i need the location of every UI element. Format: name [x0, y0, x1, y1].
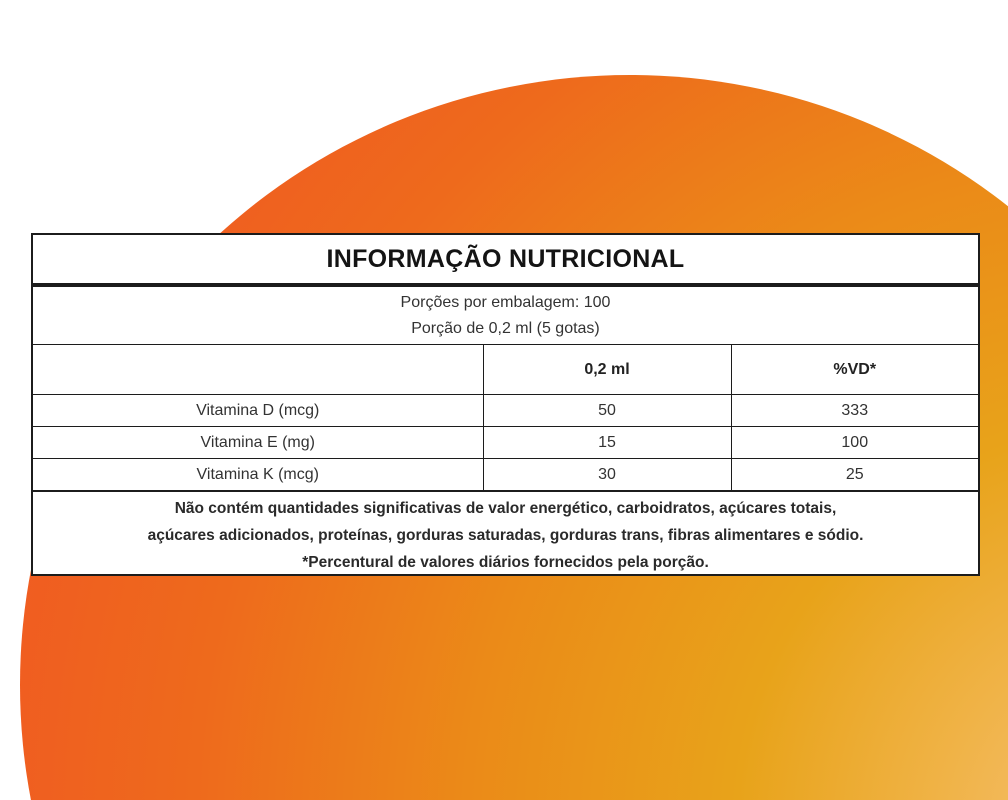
serving-size: Porção de 0,2 ml (5 gotas): [411, 319, 600, 337]
header-daily-value: %VD*: [731, 345, 978, 395]
nutrient-name: Vitamina K (mcg): [33, 459, 483, 491]
nutrient-amount: 50: [483, 395, 731, 427]
nutrient-amount: 30: [483, 459, 731, 491]
nutrient-name: Vitamina D (mcg): [33, 395, 483, 427]
table-row: [33, 395, 978, 427]
serving-info: [33, 287, 978, 345]
nutrient-amount: 15: [483, 427, 731, 459]
nutrient-daily-value: 100: [731, 427, 978, 459]
nutrient-daily-value: 25: [731, 459, 978, 491]
table-row: [33, 427, 978, 459]
nutrient-table: [33, 345, 978, 491]
nutrient-name: Vitamina E (mg): [33, 427, 483, 459]
footnote-line: *Percentural de valores diários fornecidos pela porção.: [302, 554, 709, 571]
footnote-line: açúcares adicionados, proteínas, gorduras saturadas, gorduras trans, fibras alimentares e sódio.: [147, 527, 864, 544]
table-header-row: [33, 345, 978, 395]
header-nutrient: [33, 345, 483, 395]
footnote-line: Não contém quantidades significativas de valor energético, carboidratos, açúcares totais,: [174, 500, 837, 517]
table-row: [33, 459, 978, 491]
nutrition-facts-table: [31, 233, 980, 576]
table-footnote: [33, 491, 978, 576]
header-amount: 0,2 ml: [483, 345, 731, 395]
servings-per-package: Porções por embalagem: 100: [400, 293, 611, 311]
nutrient-daily-value: 333: [731, 395, 978, 427]
table-title: INFORMAÇÃO NUTRICIONAL: [33, 235, 978, 287]
